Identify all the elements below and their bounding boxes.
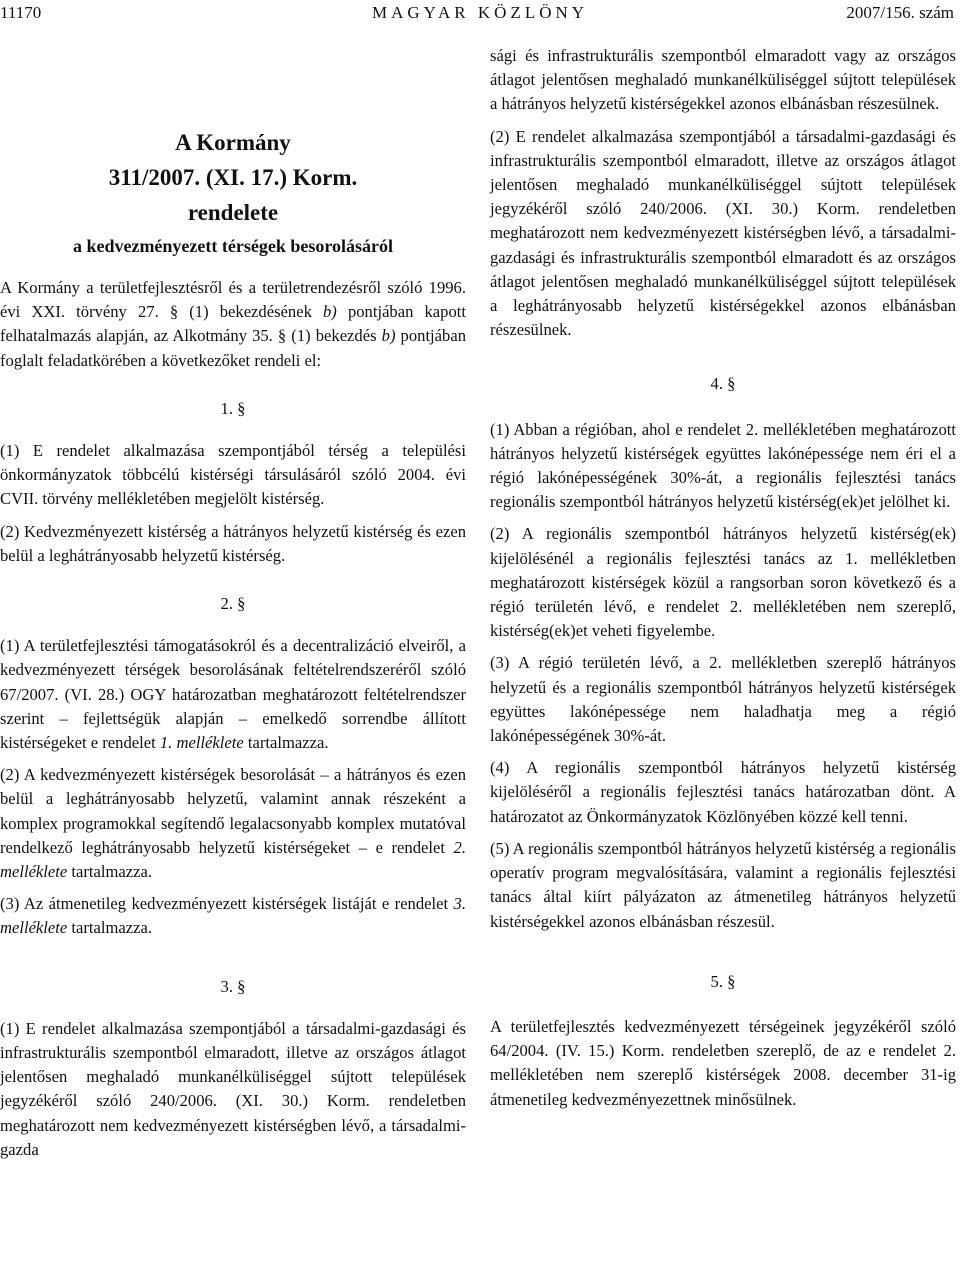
section4-paragraph-3: (3) A régió területén lévő, a 2. mellékletben szereplő hátrányos helyzetű és a regionális szempontból hátrányos helyzetű kistérségek együttes lakónépessége nem haladhatja meg a régió lakónépességének 30%-át.	[490, 653, 956, 746]
section4-paragraph-4: (4) A regionális szempontból hátrányos helyzetű kistérség kijelöléséről a regionális fejlesztési tanács határozatban dönt. A határozatot az Önkormányzatok Közlönyében közzé kell tenni.	[490, 758, 956, 826]
title-subject: a kedvezményezett térségek besorolásáról	[72, 236, 394, 256]
section5-paragraph-1: A területfejlesztés kedvezményezett térségeinek jegyzékéről szóló 64/2004. (IV. 15.) Korm. rendeletben szereplő, de az e rendelet 2. mellékletében nem szereplő kistérségek 2008. december 31-ig átmenetileg kedvezményezettnek minősülnek.	[490, 1016, 956, 1109]
section1-paragraph-2: (2) Kedvezményezett kistérség a hátrányos helyzetű kistérség és ezen belül a leghátrányosabb helyzetű kistérség.	[0, 521, 466, 565]
section4-paragraph-5: (5) A regionális szempontból hátrányos helyzetű kistérség a regionális operatív program megvalósítására, valamint a regionális fejlesztési tanács által kiírt pályázaton az átmenetileg hátrányos helyzetű kistérségekkel azonos elbánásban részesül.	[490, 838, 956, 931]
right-column	[490, 44, 956, 1120]
issue-number: 2007/156. szám	[846, 3, 954, 22]
title-number: 311/2007. (XI. 17.) Korm.	[108, 165, 358, 190]
section2-paragraph-2: (2) A kedvezményezett kistérségek besorolását – a hátrányos és ezen belül a leghátrányosabb helyzetű, valamint annak részeként a komplex programokkal segítendő legalacsonyabb komplex mutatóval rendelkező leghátrányosabb helyzetű kistérségeket – e rendelet 2. melléklete tartalmazza.	[0, 765, 466, 882]
left-column	[0, 48, 466, 1170]
preamble: A Kormány a területfejlesztésről és a területrendezésről szóló 1996. évi XXI. törvény 27. § (1) bekezdésének b) pontjában kapott felhatalmazás alapján, az Alkotmány 35. § (1) bekezdés b) pontjában foglalt feladatkörében a következőket rendeli el:	[0, 278, 466, 370]
section4-paragraph-2: (2) A regionális szempontból hátrányos helyzetű kistérség(ek) kijelölésénél a regionális fejlesztési tanács az 1. mellékletben meghatározott kistérségek közül a rangsorban soron következő és a régió területén lévő, e rendelet 2. mellékletében nem szereplő, kistérség(ek)et veheti figyelembe.	[490, 524, 956, 641]
section3-paragraph-1-continued: sági és infrastrukturális szempontból elmaradott vagy az országos átlagot jelentősen meghaladó munkanélküliséggel sújtott települések a hátrányos helyzetű kistérségekkel azonos elbánásban részesülnek.	[490, 46, 956, 114]
section-heading-1: 1. §	[220, 398, 246, 418]
section4-paragraph-1: (1) Abban a régióban, ahol e rendelet 2. mellékletében meghatározott hátrányos helyzetű kistérségek együttes lakónépessége nem éri el a régió lakónépességének 30%-át, a regionális fejlesztési tanács regionális szempontból hátrányos helyzetű kistérség(ek)et jelölhet ki.	[490, 419, 956, 512]
section-heading-5: 5. §	[710, 971, 736, 991]
page-number: 11170	[0, 3, 42, 22]
section-heading-3: 3. §	[220, 976, 246, 996]
section2-paragraph-1: (1) A területfejlesztési támogatásokról és a decentralizáció elveiről, a kedvezményezett térségek besorolásának feltételrendszeréről szóló 67/2007. (VI. 28.) OGY határozatban meghatározott feltételrendszer szerint – fejlettségük alapján – emelkedő sorrendbe állított kistérségeket e rendelet 1. melléklete tartalmazza.	[0, 636, 466, 753]
title-type: rendelete	[187, 200, 279, 225]
section-heading-4: 4. §	[710, 374, 736, 394]
title-issuer: A Kormány	[175, 130, 291, 155]
decree-title	[0, 125, 466, 259]
section3-paragraph-1: (1) E rendelet alkalmazása szempontjából a társadalmi-gazdasági és infrastrukturális szempontból elmaradott, illetve az országos átlagot jelentősen meghaladó munkanélküliséggel sújtott települések jegyzékéről szóló 240/2006. (XI. 30.) Korm. rendeletben meghatározott nem kedvezményezett kistérségben lévő, a társadalmi-gazda	[0, 1018, 466, 1159]
section-heading-2: 2. §	[220, 594, 246, 614]
section2-paragraph-3: (3) Az átmenetileg kedvezményezett kistérségek listáját e rendelet 3. melléklete tartalmazza.	[0, 894, 466, 938]
journal-title: MAGYAR KÖZLÖNY	[371, 3, 589, 22]
section3-paragraph-2: (2) E rendelet alkalmazása szempontjából a társadalmi-gazdasági és infrastrukturális szempontból elmaradott, illetve az országos átlagot jelentősen meghaladó munkanélküliséggel sújtott települések jegyzékéről szóló 240/2006. (XI. 30.) Korm. rendeletben meghatározott nem kedvezményezett kistérségben lévő, a társadalmi-gazdasági és infrastrukturális szempontból elmaradott és az országos átlagot jelentősen meghaladó munkanélküliséggel sújtott települések a leghátrányosabb helyzetű kistérségekkel azonos elbánásban részesülnek.	[490, 126, 956, 340]
page-header	[0, 2, 960, 28]
section1-paragraph-1: (1) E rendelet alkalmazása szempontjából térség a települési önkormányzatok többcélú kistérségi társulásáról szóló 2004. évi CVII. törvény mellékletében megjelölt kistérség.	[0, 441, 466, 509]
